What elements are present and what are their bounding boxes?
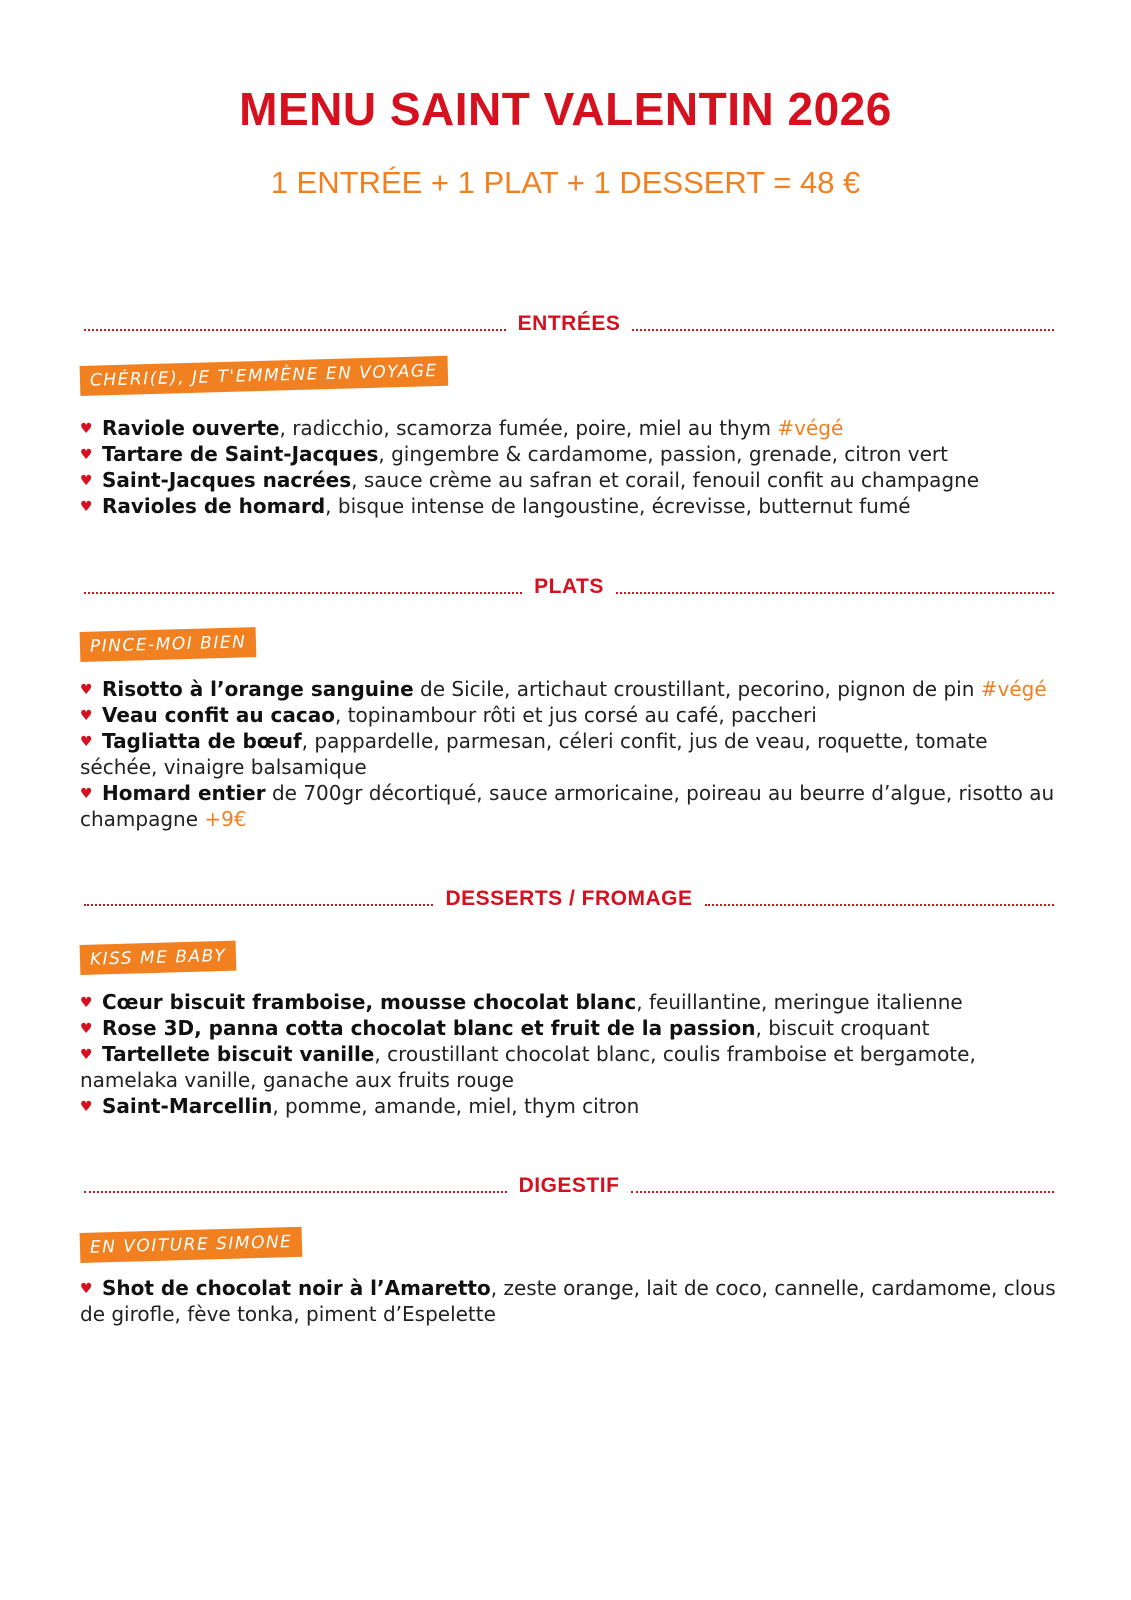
- heart-icon: ♥: [80, 1021, 93, 1037]
- dish-name: Rose 3D, panna cotta chocolat blanc et fruit de la passion: [102, 1016, 756, 1040]
- dish-description: , gingembre & cardamome, passion, grenade, citron vert: [378, 442, 948, 466]
- section-title-desserts: DESSERTS / FROMAGE: [445, 887, 693, 910]
- dish-item: [80, 1041, 1070, 1093]
- dish-item: [80, 676, 1070, 702]
- heart-icon: ♥: [80, 708, 93, 724]
- dish-description: de Sicile, artichaut croustillant, pecorino, pignon de pin: [413, 677, 981, 701]
- dish-name: Saint-Marcellin: [102, 1094, 273, 1118]
- dish-list-digestif: [80, 1275, 1070, 1327]
- section-title-entrees: ENTRÉES: [517, 312, 621, 335]
- heart-icon: ♥: [80, 786, 93, 802]
- heart-icon: ♥: [80, 473, 93, 489]
- dish-list-entrees: [80, 415, 1070, 519]
- dish-name: Tagliatta de bœuf: [102, 729, 302, 753]
- dish-item: [80, 780, 1070, 832]
- dish-description: , topinambour rôti et jus corsé au café, paccheri: [334, 703, 817, 727]
- dish-description: , croustillant chocolat blanc, coulis framboise et bergamote, namelaka vanille, ganache aux fruits rouge: [80, 1042, 976, 1092]
- section-tagline-plats: PINCE-MOI BIEN: [80, 627, 257, 662]
- dish-name: Risotto à l’orange sanguine: [102, 677, 414, 701]
- heart-icon: ♥: [80, 1281, 93, 1297]
- heart-icon: ♥: [80, 995, 93, 1011]
- heart-icon: ♥: [80, 1047, 93, 1063]
- dish-item: [80, 493, 1070, 519]
- dish-description: , pappardelle, parmesan, céleri confit, jus de veau, roquette, tomate séchée, vinaigre balsamique: [80, 729, 988, 779]
- dish-description: , biscuit croquant: [755, 1016, 930, 1040]
- dish-badge: #végé: [777, 416, 844, 440]
- section-header-entrees: [84, 309, 1054, 339]
- heart-icon: ♥: [80, 682, 93, 698]
- section-header-plats: [84, 572, 1054, 602]
- section-tagline-entrees: CHÉRI(E), JE T'EMMÈNE EN VOYAGE: [80, 356, 449, 396]
- dish-item: [80, 989, 1070, 1015]
- dish-name: Ravioles de homard: [102, 494, 326, 518]
- dish-name: Cœur biscuit framboise, mousse chocolat blanc: [102, 990, 637, 1014]
- dish-name: Homard entier: [102, 781, 266, 805]
- section-title-plats: PLATS: [534, 575, 604, 598]
- dotted-divider: [84, 329, 506, 331]
- heart-icon: ♥: [80, 734, 93, 750]
- dish-description: , bisque intense de langoustine, écrevisse, butternut fumé: [325, 494, 911, 518]
- dish-item: [80, 467, 1070, 493]
- menu-title: MENU SAINT VALENTIN 2026: [239, 83, 892, 135]
- dish-description: , radicchio, scamorza fumée, poire, miel au thym: [279, 416, 778, 440]
- dish-list-desserts: [80, 989, 1070, 1119]
- section-tagline-desserts: KISS ME BABY: [80, 941, 237, 975]
- dish-item: [80, 1093, 1070, 1119]
- dotted-divider: [632, 329, 1054, 331]
- dish-description: , pomme, amande, miel, thym citron: [272, 1094, 640, 1118]
- dish-item: [80, 1275, 1070, 1327]
- heart-icon: ♥: [80, 447, 93, 463]
- section-header-desserts: [84, 884, 1054, 914]
- heart-icon: ♥: [80, 1099, 93, 1115]
- dish-item: [80, 1015, 1070, 1041]
- dish-badge: #végé: [980, 677, 1047, 701]
- section-header-digestif: [84, 1171, 1054, 1201]
- dotted-divider: [616, 592, 1054, 594]
- dotted-divider: [631, 1191, 1054, 1193]
- dotted-divider: [84, 1191, 507, 1193]
- section-title-digestif: DIGESTIF: [518, 1174, 620, 1197]
- dish-item: [80, 728, 1070, 780]
- dotted-divider: [84, 904, 433, 906]
- dish-description: de 700gr décortiqué, sauce armoricaine, poireau au beurre d’algue, risotto au champagne: [80, 781, 1055, 831]
- dish-item: [80, 415, 1070, 441]
- dish-badge: +9€: [204, 807, 247, 831]
- dotted-divider: [705, 904, 1054, 906]
- heart-icon: ♥: [80, 421, 93, 437]
- dish-description: , sauce crème au safran et corail, fenouil confit au champagne: [351, 468, 980, 492]
- dotted-divider: [84, 592, 522, 594]
- dish-name: Tartare de Saint-Jacques: [102, 442, 379, 466]
- dish-description: , feuillantine, meringue italienne: [636, 990, 963, 1014]
- dish-description: , zeste orange, lait de coco, cannelle, cardamome, clous de girofle, fève tonka, piment d’Espelette: [80, 1276, 1056, 1326]
- section-tagline-digestif: EN VOITURE SIMONE: [80, 1227, 303, 1263]
- dish-name: Veau confit au cacao: [102, 703, 335, 727]
- dish-name: Raviole ouverte: [102, 416, 280, 440]
- dish-name: Tartellete biscuit vanille: [102, 1042, 375, 1066]
- dish-item: [80, 441, 1070, 467]
- dish-item: [80, 702, 1070, 728]
- dish-name: Shot de chocolat noir à l’Amaretto: [102, 1276, 491, 1300]
- menu-price-formula: 1 ENTRÉE + 1 PLAT + 1 DESSERT = 48 €: [270, 165, 861, 200]
- dish-name: Saint-Jacques nacrées: [102, 468, 352, 492]
- dish-list-plats: [80, 676, 1070, 832]
- heart-icon: ♥: [80, 499, 93, 515]
